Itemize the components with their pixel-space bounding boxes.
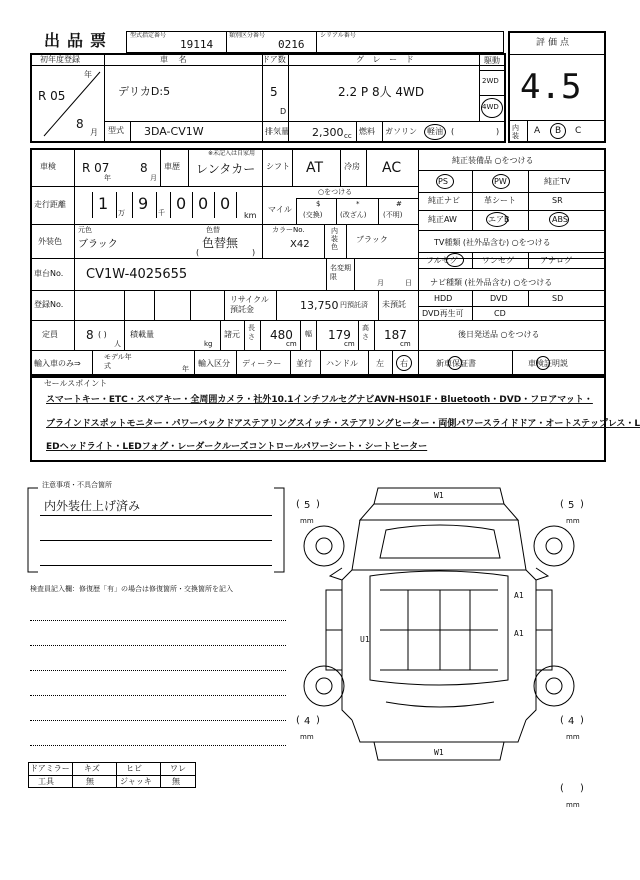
legend-mirror: ドアミラー [30,764,70,773]
exchange-symbol: $ [316,200,321,208]
height-label: 高さ [362,324,369,341]
reg-month-unit: 月 [90,128,98,137]
tread-top-left-unit: mm [300,517,314,525]
tread-bottom-right-unit: mm [566,733,580,741]
shaken-year-unit: 年 [104,174,111,182]
load-label: 積載量 [130,330,154,339]
model-year-label: モデル年式 [104,353,132,370]
load-unit: kg [204,340,213,348]
width-unit: cm [344,340,355,348]
mileage-circle-note: ○をつける [318,188,353,196]
equip-ps-circle [436,174,454,189]
shaken-month: 8 [140,161,148,175]
after-inspection-circle [536,356,550,370]
mileage-man: 万 [118,209,125,217]
navi-dvd: DVD [490,294,508,303]
door-label: ドア数 [262,55,286,64]
recycle-unit: 円預託済 [340,301,368,309]
equip-airbag-circle [486,212,508,227]
caution-label: 注意事項・不具合箇所 [42,481,112,489]
sales-line-2: ブラインドスポットモニター・パワーバックドアステアリングスイッチ・ステアリングヒーター・両側パワースライドドア・オートステップレス・L [46,419,640,429]
ruibetsu-value: 0216 [278,38,305,51]
tread-bottom-left-bracket: ( [296,715,300,726]
legend-tools-value: 無 [86,777,94,786]
shaken-value: R 07 [82,161,110,175]
length-unit: cm [286,340,297,348]
tamper-label: (改ざん) [340,211,367,219]
shaken-month-unit: 月 [150,174,157,182]
model-value: 3DA-CV1W [144,125,204,138]
usage-note: ※未記入は自家用 [208,150,256,157]
parallel-label: 並行 [296,359,312,368]
shift-label: シフト [266,162,290,171]
cd-label: CD [494,309,506,318]
equip-abs: ABS [552,215,568,224]
caution-value: 内外装仕上げ済み [44,499,141,513]
width-label: 幅 [305,330,312,338]
tread-spare-bracket: ( [560,783,564,794]
recycle-other: 未預託 [382,300,406,309]
navi-sd: SD [552,294,564,303]
equip-title: 純正装備品 ○をつける [452,156,534,165]
dvd-play-label: DVD再生可 [422,309,464,318]
equip-navi: 純正ナビ [428,196,460,205]
tv-oneseg: ワンセグ [482,256,514,265]
import-kind-label: 輸入区分 [198,359,230,368]
disp-value: 2,300 [312,126,344,139]
name-label: 車 名 [160,55,191,64]
ac-label: 冷房 [344,162,360,171]
tread-top-right-bracket-r: ) [580,499,584,510]
mileage-label: 走行距離 [34,200,66,209]
grade-label: グ レ ー ド [356,55,417,64]
tread-top-left: 5 [304,500,311,511]
tread-spare-bracket-r: ) [580,783,584,794]
registration-label: 登録No. [34,300,64,309]
kata-label: 型式指定番号 [130,32,167,39]
ac-value: AC [382,160,402,176]
tread-top-right: 5 [568,500,575,511]
reg-year: R 05 [38,89,66,103]
disp-label: 排気量 [265,127,289,136]
door-value: 5 [270,85,278,99]
handle-left: 左 [376,359,384,368]
chassis-label: 車台No. [34,269,64,278]
equip-airbag: エアB [488,215,510,224]
capacity-label: 定員 [42,330,58,339]
chassis-value: CV1W-4025655 [86,267,188,282]
recycle-value: 13,750 [300,299,339,312]
reg-label: 初年度登録 [40,55,80,64]
equip-abs-circle [549,212,569,227]
mile-label: マイル [268,205,292,214]
after-title: 後日発送品 ○をつける [458,330,540,339]
mileage-digit-5: 0 [220,194,231,213]
interior-a: A [534,126,541,136]
interior-label: 内装 [512,124,519,140]
shaken-label: 車検 [40,162,56,171]
drive-4wd: 4WD [482,103,499,111]
capacity-unit: 人 [114,340,121,348]
name-change-month: 月 [377,279,384,287]
tread-bottom-right-bracket-r: ) [580,715,584,726]
equip-pw-circle [492,174,510,189]
inspector-label: 検査員記入欄：修復歴「有」の場合は修復箇所・交換箇所を記入 [30,585,233,593]
legend-jack: ジャッキ [120,777,152,786]
interior-color-value: ブラック [356,235,388,244]
model-year-unit: 年 [182,365,189,373]
mileage-sen: 千 [158,209,165,217]
import-kind-value: ディーラー [242,359,282,368]
drive-2wd: 2WD [482,77,499,85]
equip-tv: 純正TV [544,177,571,186]
fuel-paren-left: ( [451,127,455,136]
disp-unit: cc [344,132,352,140]
repaint-paren-left: ( [196,248,200,257]
equip-sr: SR [552,196,563,205]
tread-bottom-right-bracket: ( [560,715,564,726]
sales-label: セールスポイント [44,379,108,388]
repaint-paren-right: ) [252,248,256,257]
legend-jack-value: 無 [172,777,180,786]
car-diagram [290,480,590,780]
tread-bottom-right: 4 [568,716,575,727]
door-sub: D [280,107,287,116]
model-label: 型式 [108,126,124,135]
fuel-paren-right: ) [496,127,500,136]
usage-label: 車歴 [164,162,180,171]
tread-top-right-unit: mm [566,517,580,525]
usage-value: レンタカー [196,162,256,176]
sales-line-1: スマートキー・ETC・スペアキー・全周囲カメラ・社外10.1インチフルセグナビAVN-HS01F・Bluetooth・DVD・フロアマット・ [46,395,593,405]
kata-value: 19114 [180,38,214,51]
mileage-digit-4: 0 [198,194,209,213]
after-warranty-circle [448,356,462,370]
name-change-label: 名変期限 [330,264,351,281]
capacity-value: 8 [86,328,94,342]
fuel-value: ガソリン [385,127,417,136]
orig-color-label: 元色 [78,226,92,234]
name-value: デリカD:5 [118,85,171,98]
color-code-value: X42 [290,239,310,250]
tread-top-left-bracket: ( [296,499,300,510]
tv-fullseg: フルセグ [426,256,458,265]
legend-crack: ヒビ [126,764,142,773]
height-value: 187 [384,328,407,342]
after-inspection: 車検証明説 [528,359,568,368]
color-label: 外装色 [38,237,62,246]
repaint-label: 色替 [206,226,220,234]
recycle-label: リサイクル預託金 [230,295,269,314]
serial-label: シリアル番号 [320,32,356,39]
equip-ps: PS [438,177,448,186]
diagram-mark-u1: U1 [360,635,370,644]
repaint-value: 色替無 [202,236,239,250]
height-unit: cm [400,340,411,348]
orig-color-value: ブラック [78,239,118,250]
caution-bracket [26,481,286,576]
length-value: 480 [270,328,293,342]
tread-bottom-left-bracket-r: ) [316,715,320,726]
handle-label: ハンドル [326,359,358,368]
tv-fullseg-circle [446,253,464,267]
drive-4wd-circle [481,98,503,118]
sales-line-3: EDヘッドライト・LEDフォグ・レーダークルーズコントロールパワーシート・シートヒーター [46,442,428,452]
width-value: 179 [328,328,351,342]
import-label: 輸入車のみ⇒ [34,359,81,368]
fuel-label: 燃料 [359,127,375,136]
interior-c: C [575,126,582,136]
handle-right-circle [396,355,412,371]
form-title: 出品票 [44,31,114,50]
shift-value: AT [306,160,324,176]
reg-year-unit: 年 [84,70,92,79]
equip-pw: PW [494,177,507,186]
length-label: 長さ [248,324,255,341]
grade-value: 2.2 P 8人 4WD [338,85,425,99]
capacity-paren: ( ) [98,330,107,339]
legend-break: ワレ [170,764,186,773]
handle-right: 右 [400,359,408,368]
ruibetsu-label: 類別区分番号 [229,32,266,39]
equip-aw: 純正AW [428,215,457,224]
navi-hdd: HDD [434,294,453,303]
tread-bottom-left-unit: mm [300,733,314,741]
color-code-label: カラーNo. [272,226,305,234]
tread-top-right-bracket: ( [560,499,564,510]
mileage-digit-1: 1 [98,194,109,213]
drive-label: 駆動 [484,56,500,65]
unknown-symbol: # [396,200,402,208]
unknown-label: (不明) [383,211,403,219]
tv-title: TV種類 (社外品含む) ○をつける [434,238,551,247]
legend-tools: 工具 [38,777,54,786]
tread-top-left-bracket-r: ) [316,499,320,510]
score-value: 4.5 [520,67,582,107]
name-change-day: 日 [405,279,412,287]
exchange-label: (交換) [303,211,323,219]
interior-color-label: 内装色 [331,227,338,251]
diagram-mark-w1-rear: W1 [434,748,444,757]
tv-analog: アナログ [540,256,572,265]
legend-scratch: キズ [84,764,100,773]
fuel-mark: 軽油 [427,127,443,136]
tamper-symbol: * [356,200,360,208]
interior-b-circle [550,123,566,139]
diagram-mark-a1-lower: A1 [514,629,524,638]
mileage-unit: km [244,211,257,220]
tread-spare-unit: mm [566,801,580,809]
mileage-digit-3: 0 [176,194,187,213]
equip-leather: 革シート [484,196,516,205]
score-label: 評価点 [536,38,573,48]
fuel-mark-circle [424,124,446,140]
dim-label: 諸元 [224,330,240,339]
after-warranty: 新車保証書 [436,359,476,368]
tread-bottom-left: 4 [304,716,311,727]
navi-title: ナビ種類 (社外品含む) ○をつける [430,278,553,287]
diagram-mark-a1-upper: A1 [514,591,524,600]
reg-month: 8 [76,117,84,131]
mileage-digit-2: 9 [138,194,149,213]
diagram-mark-w1-front: W1 [434,491,444,500]
interior-b: B [555,126,562,136]
